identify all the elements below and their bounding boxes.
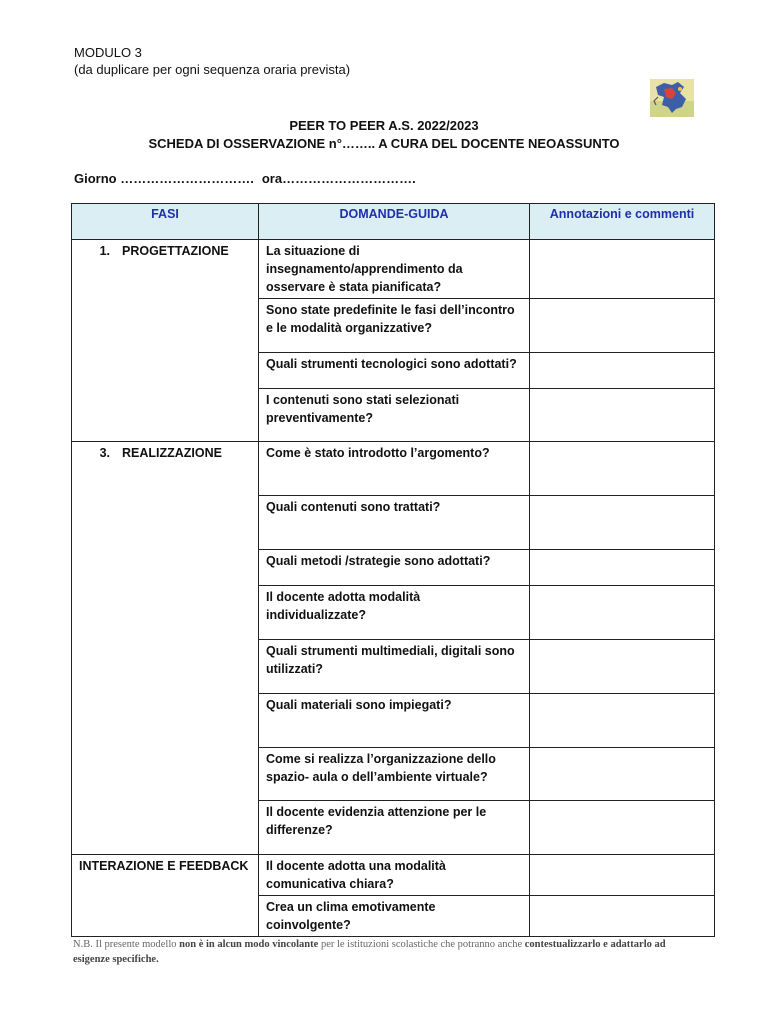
annotation-cell[interactable] xyxy=(530,896,715,937)
logo-icon xyxy=(650,79,694,117)
phase-number: 1. xyxy=(99,244,110,258)
module-note: (da duplicare per ogni sequenza oraria prevista) xyxy=(74,62,351,77)
annotation-cell[interactable] xyxy=(530,550,715,586)
annotation-cell[interactable] xyxy=(530,299,715,353)
annotation-cell[interactable] xyxy=(530,496,715,550)
question-cell: Il docente adotta modalità individualizzate? xyxy=(259,586,530,640)
question-cell: Quali materiali sono impiegati? xyxy=(259,694,530,748)
annotation-cell[interactable] xyxy=(530,748,715,801)
question-cell: Il docente adotta una modalità comunicativa chiara? xyxy=(259,855,530,896)
question-cell: Come si realizza l’organizzazione dello spazio- aula o dell’ambiente virtuale? xyxy=(259,748,530,801)
question-cell: Quali strumenti multimediali, digitali sono utilizzati? xyxy=(259,640,530,694)
question-cell: Sono state predefinite le fasi dell’incontro e le modalità organizzative? xyxy=(259,299,530,353)
question-cell: La situazione di insegnamento/apprendimento da osservare è stata pianificata? xyxy=(259,240,530,299)
annotation-cell[interactable] xyxy=(530,640,715,694)
question-cell: Crea un clima emotivamente coinvolgente? xyxy=(259,896,530,937)
table-header-row xyxy=(72,204,715,240)
question-cell: Quali contenuti sono trattati? xyxy=(259,496,530,550)
title-line-1: PEER TO PEER A.S. 2022/2023 xyxy=(289,118,479,133)
annotation-cell[interactable] xyxy=(530,353,715,389)
module-header xyxy=(74,44,350,78)
observation-table xyxy=(71,203,715,937)
module-number: MODULO 3 xyxy=(74,45,142,60)
header-domande-guida: DOMANDE-GUIDA xyxy=(259,204,530,240)
question-cell: Quali metodi /strategie sono adottati? xyxy=(259,550,530,586)
question-cell: Come è stato introdotto l’argomento? xyxy=(259,442,530,496)
annotation-cell[interactable] xyxy=(530,855,715,896)
question-cell: Il docente evidenzia attenzione per le differenze? xyxy=(259,801,530,855)
table-row xyxy=(72,855,715,896)
title-line-2: SCHEDA DI OSSERVAZIONE n°…….. A CURA DEL DOCENTE NEOASSUNTO xyxy=(148,136,620,151)
header-fasi: FASI xyxy=(72,204,259,240)
phase-label: PROGETTAZIONE xyxy=(122,244,229,258)
giorno-field[interactable]: Giorno …………………………. xyxy=(74,171,254,186)
question-cell: I contenuti sono stati selezionati preventivamente? xyxy=(259,389,530,442)
footnote-prefix: N.B. Il presente modello xyxy=(73,939,180,950)
table-row xyxy=(72,240,715,299)
annotation-cell[interactable] xyxy=(530,586,715,640)
annotation-cell[interactable] xyxy=(530,801,715,855)
question-cell: Quali strumenti tecnologici sono adottati? xyxy=(259,353,530,389)
footnote-bold-2: contestualizzarlo e adattarlo ad esigenze specifiche. xyxy=(73,939,666,965)
phase-interazione-feedback xyxy=(72,855,259,937)
table-row xyxy=(72,442,715,496)
ora-field[interactable]: ora…………………………. xyxy=(261,171,416,186)
footnote-bold-1: non è in alcun modo vincolante xyxy=(179,939,319,950)
footnote xyxy=(73,937,703,967)
date-time-fields xyxy=(74,171,416,186)
annotation-cell[interactable] xyxy=(530,694,715,748)
annotation-cell[interactable] xyxy=(530,389,715,442)
phase-progettazione xyxy=(72,240,259,442)
phase-realizzazione xyxy=(72,442,259,855)
phase-label: REALIZZAZIONE xyxy=(122,446,222,460)
header-annotazioni: Annotazioni e commenti xyxy=(530,204,715,240)
annotation-cell[interactable] xyxy=(530,442,715,496)
footnote-middle: per le istituzioni scolastiche che potranno anche xyxy=(318,939,525,950)
annotation-cell[interactable] xyxy=(530,240,715,299)
phase-number: 3. xyxy=(99,446,110,460)
region-map-logo xyxy=(650,79,694,117)
phase-label: INTERAZIONE E FEEDBACK xyxy=(79,859,249,873)
